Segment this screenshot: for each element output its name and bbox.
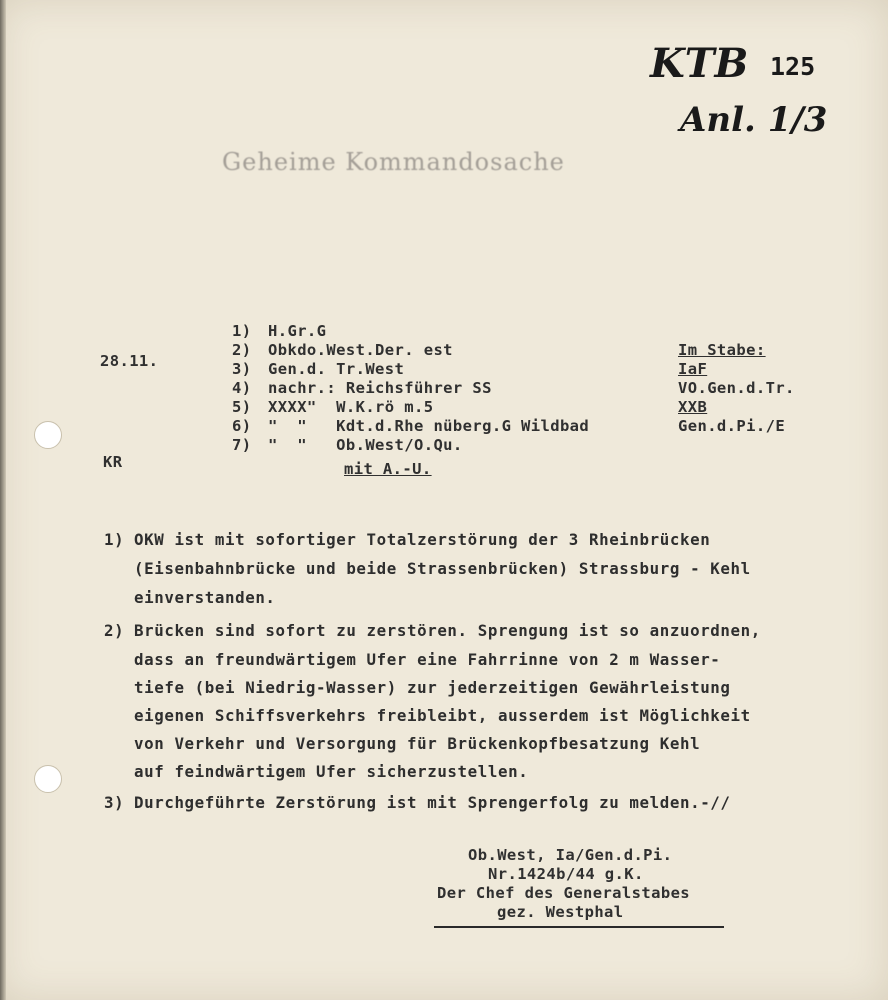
date: 28.11. xyxy=(100,352,159,370)
handwritten-ktb: KTB xyxy=(650,40,749,87)
signature-line-3: Der Chef des Generalstabes xyxy=(437,884,691,902)
dist-num-4: 4) xyxy=(232,379,252,397)
dist-text-7: " " Ob.West/O.Qu. xyxy=(268,436,463,454)
signature-line-1: Ob.West, Ia/Gen.d.Pi. xyxy=(468,846,673,864)
im-stabe-item-2: VO.Gen.d.Tr. xyxy=(678,379,795,397)
paragraph-1-line-3: einverstanden. xyxy=(134,588,276,607)
punch-hole-top xyxy=(34,421,62,449)
paragraph-2-number: 2) xyxy=(104,621,125,640)
dist-num-7: 7) xyxy=(232,436,252,454)
dist-text-4: nachr.: Reichsführer SS xyxy=(268,379,492,397)
paragraph-2-line-1: Brücken sind sofort zu zerstören. Sprengung ist so anzuordnen, xyxy=(134,621,761,640)
signature-line-4: gez. Westphal xyxy=(497,903,624,921)
page-edge xyxy=(0,0,6,1000)
im-stabe-item-4: Gen.d.Pi./E xyxy=(678,417,786,435)
initials: KR xyxy=(103,453,123,471)
paragraph-2-line-5: von Verkehr und Versorgung für Brückenkopfbesatzung Kehl xyxy=(134,734,701,753)
paragraph-1-line-1: OKW ist mit sofortiger Totalzerstörung der 3 Rheinbrücken xyxy=(134,530,711,549)
paragraph-2-line-6: auf feindwärtigem Ufer sicherzustellen. xyxy=(134,762,529,781)
dist-text-3: Gen.d. Tr.West xyxy=(268,360,405,378)
dist-num-1: 1) xyxy=(232,322,252,340)
dist-num-2: 2) xyxy=(232,341,252,359)
dist-num-5: 5) xyxy=(232,398,252,416)
paragraph-3-line-1: Durchgeführte Zerstörung ist mit Sprengerfolg zu melden.-// xyxy=(134,793,731,812)
signature-rule xyxy=(434,926,724,928)
secret-stamp: Geheime Kommandosache xyxy=(222,148,565,176)
paragraph-2-line-3: tiefe (bei Niedrig-Wasser) zur jederzeitigen Gewährleistung xyxy=(134,678,731,697)
paragraph-1-line-2: (Eisenbahnbrücke und beide Strassenbrücken) Strassburg - Kehl xyxy=(134,559,751,578)
mit-line: mit A.-U. xyxy=(344,460,432,478)
im-stabe-header: Im Stabe: xyxy=(678,341,766,359)
im-stabe-item-1: IaF xyxy=(678,360,708,378)
dist-num-6: 6) xyxy=(232,417,252,435)
paragraph-3-number: 3) xyxy=(104,793,125,812)
dist-text-6: " " Kdt.d.Rhe nüberg.G Wildbad xyxy=(268,417,590,435)
signature-line-2: Nr.1424b/44 g.K. xyxy=(488,865,644,883)
dist-text-2: Obkdo.West.Der. est xyxy=(268,341,453,359)
dist-text-1: H.Gr.G xyxy=(268,322,327,340)
dist-num-3: 3) xyxy=(232,360,252,378)
im-stabe-item-3: XXB xyxy=(678,398,708,416)
dist-text-5: XXXX" W.K.rö m.5 xyxy=(268,398,434,416)
handwritten-anlage: Anl. 1/3 xyxy=(680,100,828,140)
punch-hole-bottom xyxy=(34,765,62,793)
paragraph-2-line-4: eigenen Schiffsverkehrs freibleibt, ausserdem ist Möglichkeit xyxy=(134,706,751,725)
paragraph-2-line-2: dass an freundwärtigem Ufer eine Fahrrinne von 2 m Wasser- xyxy=(134,650,721,669)
paragraph-1-number: 1) xyxy=(104,530,125,549)
page-number: 125 xyxy=(770,52,816,81)
